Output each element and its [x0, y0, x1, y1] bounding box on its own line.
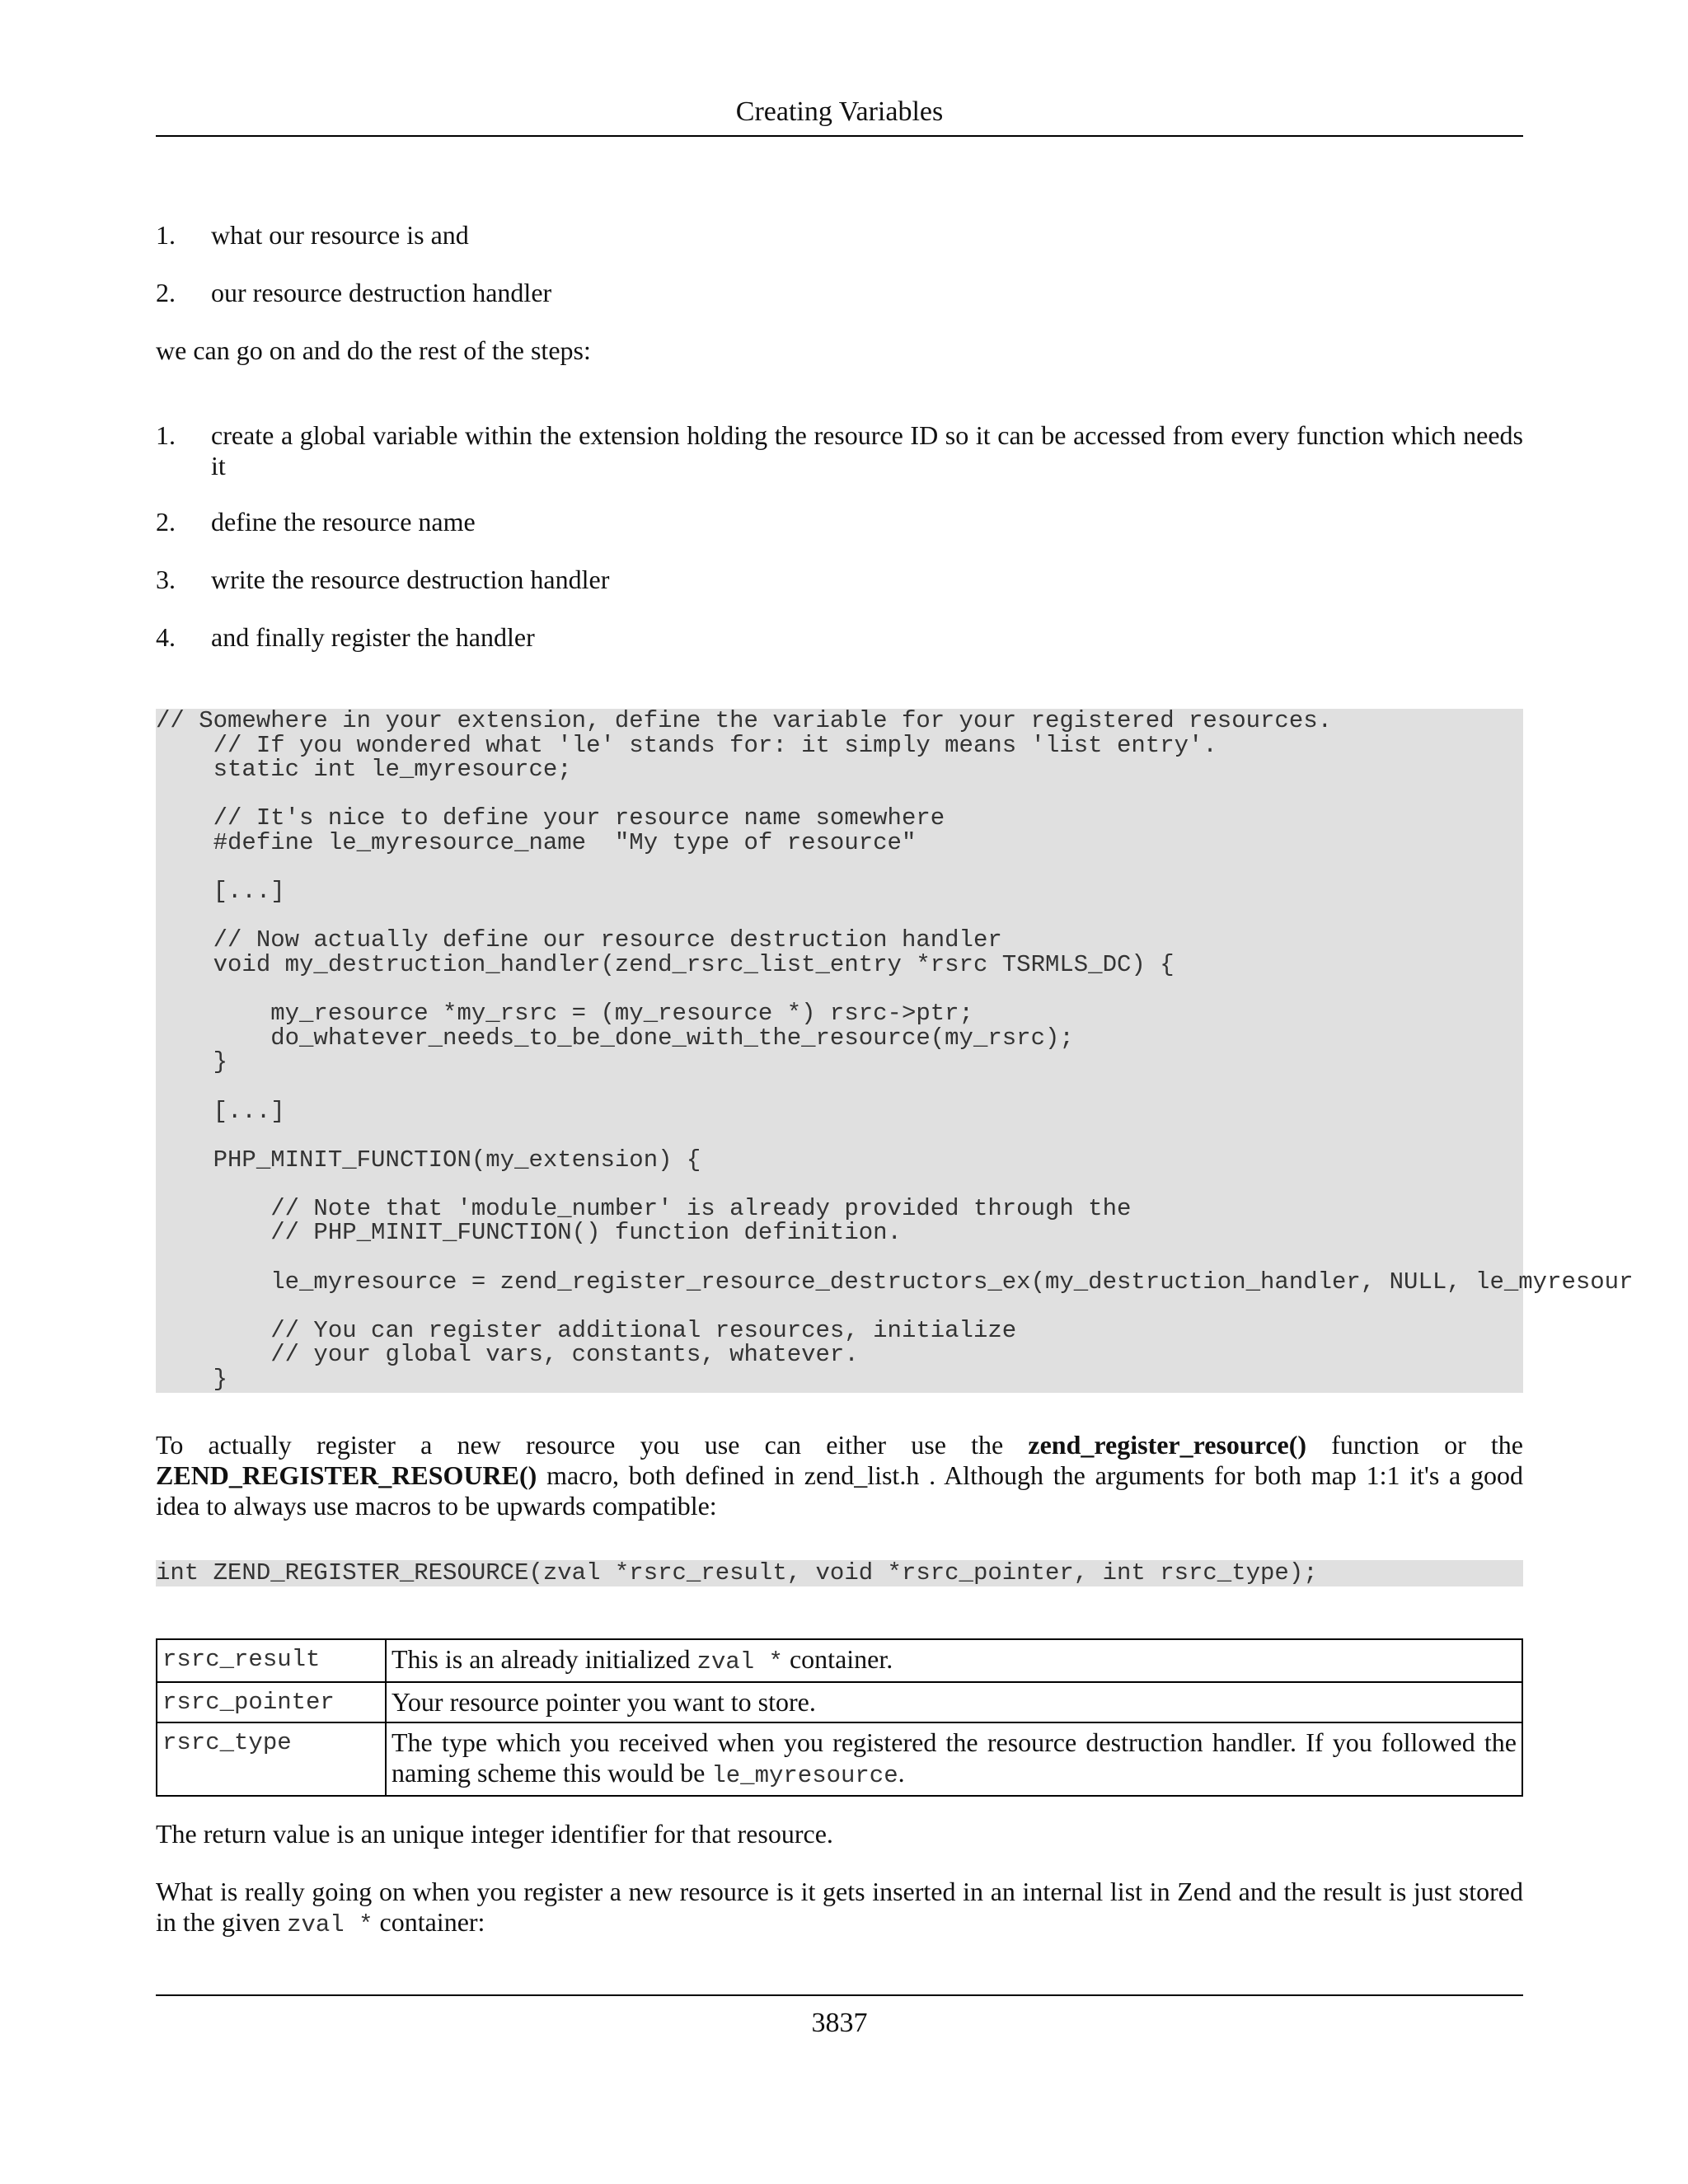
- param-description-text: .: [898, 1758, 905, 1788]
- list-item-number: 3.: [156, 565, 176, 594]
- list-item-number: 1.: [156, 220, 176, 250]
- param-description-text: The type which you received when you registered the resource destruction handler. If you followed the naming scheme this would be: [392, 1727, 1517, 1788]
- running-header: Creating Variables: [735, 96, 944, 127]
- footer-rule: [156, 1994, 1523, 1996]
- param-description-text: This is an already initialized: [392, 1644, 697, 1674]
- macro-name: ZEND_REGISTER_RESOURE(): [156, 1460, 537, 1490]
- list-item: [156, 622, 1523, 653]
- param-name-cell: rsrc_pointer: [157, 1682, 386, 1722]
- function-name: zend_register_resource(): [1028, 1430, 1307, 1460]
- steps-list-item-1: [156, 420, 1523, 481]
- param-name-cell: rsrc_result: [157, 1639, 386, 1682]
- internal-list-paragraph: [156, 1877, 1523, 1940]
- list-item-text: write the resource destruction handler: [211, 565, 610, 594]
- resource-prereq-list-2: [156, 278, 1523, 308]
- list-item-text: create a global variable within the extension holding the resource ID so it can be accessed from every function which needs it: [211, 420, 1523, 480]
- list-item: [156, 507, 1523, 537]
- table-row: [157, 1682, 1522, 1722]
- steps-list-item-3: [156, 565, 1523, 595]
- paragraph-text: macro, both defined in zend_list.h . Although the arguments for both map 1:1 it's a good idea to always use macros to be upwards compatible:: [156, 1460, 1523, 1521]
- list-item-text: and finally register the handler: [211, 622, 535, 652]
- paragraph-text: What is really going on when you register a new resource is it gets inserted in an internal list in Zend and the result is just stored in the given: [156, 1877, 1523, 1937]
- steps-list-item-4: [156, 622, 1523, 653]
- page-number: 3837: [811, 2008, 868, 2038]
- table-row: [157, 1639, 1522, 1682]
- steps-list-item-2: [156, 507, 1523, 537]
- paragraph-text: function or the: [1306, 1430, 1524, 1460]
- code-example-block: [156, 709, 1634, 1393]
- list-item-text: our resource destruction handler: [211, 278, 552, 307]
- resource-prereq-list: [156, 220, 1523, 251]
- list-item: [156, 420, 1523, 481]
- list-item-number: 2.: [156, 507, 176, 537]
- macro-signature-code: int ZEND_REGISTER_RESOURCE(zval *rsrc_result, void *rsrc_pointer, int rsrc_type);: [156, 1560, 1523, 1586]
- param-description-cell: [386, 1639, 1522, 1682]
- param-description-text: Your resource pointer you want to store.: [392, 1687, 816, 1717]
- list-item: [156, 565, 1523, 595]
- parameters-table: [156, 1638, 1523, 1797]
- table-row: [157, 1722, 1522, 1796]
- code-example-text: // Somewhere in your extension, define the variable for your registered resources. // If you wondered what 'le' stands for: it simply means 'list entry'. static int le_myresource; // It's nice to define your resource name somewhere #define le_myresource_name "My type of resource" [...] // Now actually define our resource destruction handler void my_destruction_handler(zend_rsrc_list_entry *rsrc TSRMLS_DC) { my_resource *my_rsrc = (my_resource *) rsrc->ptr; do_whatever_needs_to_be_done_with_the_resource(my_rsrc); } [...] PHP_MINIT_FUNCTION(my_extension) { // Note that 'module_number' is already provided through the // PHP_MINIT_FUNCTION() function definition. le_myresource = zend_register_resource_destructors_ex(my_destruction_handler, NULL, le_myresour // You can register additional resources, initialize // your global vars, constants, whatever. }: [156, 709, 1634, 1392]
- list-item: [156, 220, 1523, 251]
- param-description-code: le_myresource: [711, 1762, 898, 1789]
- param-description-code: zval *: [696, 1648, 783, 1675]
- param-description-cell: [386, 1722, 1522, 1796]
- header-rule: [156, 135, 1523, 137]
- paragraph-text: container:: [373, 1907, 485, 1937]
- paragraph-text: To actually register a new resource you use can either use the: [156, 1430, 1029, 1460]
- steps-intro-paragraph: we can go on and do the rest of the steps:: [156, 335, 591, 365]
- list-item: [156, 278, 1523, 308]
- list-item-number: 4.: [156, 622, 176, 652]
- list-item-number: 2.: [156, 278, 176, 307]
- register-resource-paragraph: [156, 1430, 1523, 1521]
- return-value-paragraph: The return value is an unique integer identifier for that resource.: [156, 1819, 833, 1849]
- param-name-cell: rsrc_type: [157, 1722, 386, 1796]
- list-item-number: 1.: [156, 420, 176, 450]
- list-item-text: define the resource name: [211, 507, 476, 537]
- list-item-text: what our resource is and: [211, 220, 469, 250]
- document-page: [156, 0, 1634, 2184]
- param-description-cell: [386, 1682, 1522, 1722]
- inline-code: zval *: [287, 1911, 373, 1938]
- param-description-text: container.: [782, 1644, 893, 1674]
